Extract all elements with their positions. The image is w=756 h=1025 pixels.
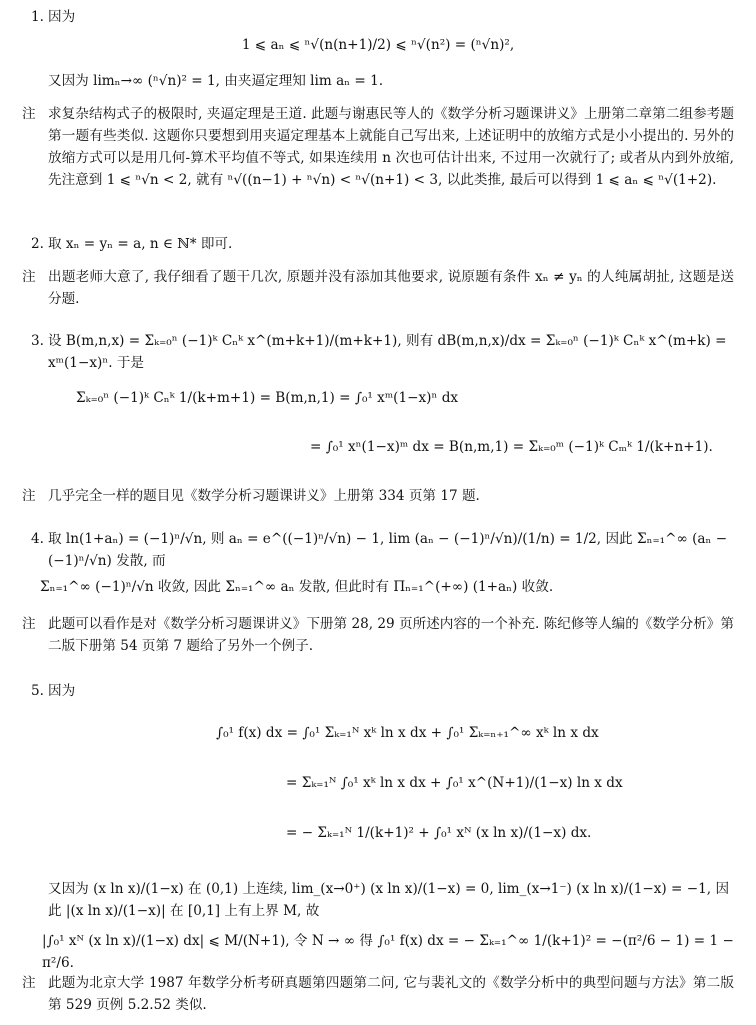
solution-text: 又因为 (x ln x)/(1−x) 在 (0,1) 上连续, lim_(x→0⁺) (x ln x)/(1−x) = 0, lim_(x→1⁻) (x ln x)/(1−x) = −1, 因此 |(x ln x)/(1−x)| 在 [0,1] 上有上界 M, 故 <box>48 881 730 920</box>
note-label: 注 <box>22 975 36 991</box>
note-text: 此题可以看作是对《数学分析习题课讲义》下册第 28, 29 页所述内容的一个补充. 陈纪修等人编的《数学分析》第二版下册第 54 页第 7 题给了另外一个例子. <box>48 616 734 655</box>
solution-text: 又因为 limₙ→∞ (ⁿ√n)² = 1, 由夹逼定理知 lim aₙ = 1. <box>48 73 384 89</box>
note-text: 几乎完全一样的题目见《数学分析习题课讲义》上册第 334 页第 17 题. <box>48 488 480 504</box>
solution-5-line2 <box>22 930 734 974</box>
problem-number: 1. <box>31 9 44 25</box>
note-text: 此题为北京大学 1987 年数学分析考研真题第四题第二问, 它与裴礼文的《数学分析中的典型问题与方法》第二版第 529 页例 5.2.52 类似. <box>48 975 734 1014</box>
problem-number: 4. <box>31 531 44 547</box>
equation-3b: = ∫₀¹ xⁿ(1−x)ᵐ dx = B(n,m,1) = Σₖ₌₀ᵐ (−1)ᵏ Cₘᵏ 1/(k+n+1). <box>310 439 713 455</box>
problem-number: 2. <box>31 236 44 252</box>
solution-1 <box>22 6 734 28</box>
solution-intro: 因为 <box>48 9 76 25</box>
problem-number: 5. <box>31 683 44 699</box>
note-4 <box>22 613 734 657</box>
solution-4 <box>22 528 734 572</box>
note-text: 出题老师大意了, 我仔细看了题干几次, 原题并没有添加其他要求, 说原题有条件 xₙ ≠ yₙ 的人纯属胡扯, 这题是送分题. <box>48 269 734 308</box>
solution-2 <box>22 233 734 255</box>
equation-5c: = − Σₖ₌₁ᴺ 1/(k+1)² + ∫₀¹ xᴺ (x ln x)/(1−x) dx. <box>286 825 592 841</box>
solution-4-line2 <box>22 576 734 598</box>
note-label: 注 <box>22 269 36 285</box>
note-label: 注 <box>22 488 36 504</box>
note-5 <box>22 972 734 1016</box>
equation-3a: Σₖ₌₀ⁿ (−1)ᵏ Cₙᵏ 1/(k+m+1) = B(m,n,1) = ∫₀¹ xᵐ(1−x)ⁿ dx <box>76 390 459 406</box>
problem-number: 3. <box>31 333 44 349</box>
solution-5 <box>22 680 734 702</box>
note-3 <box>22 485 734 507</box>
solution-5-line1 <box>22 878 734 922</box>
note-text: 求复杂结构式子的极限时, 夹逼定理是王道. 此题与谢惠民等人的《数学分析习题课讲义》上册第二章第二组参考题第一题有些类似. 这题你只要想到用夹逼定理基本上就能自己写出来, 上述证明中的放缩方式是小小提出的. 另外的放缩方式可以是用几何-算术平均值不等式, 如果连续用 n 次也可估计出来, 不过用一次就行了; 或者从内到外放缩, 先注意到 1 ⩽ ⁿ√n < 2, 就有 ⁿ√((n−1) + ⁿ√n) < ⁿ√(n+1) < 3, 以此类推, 最后可以得到 1 ⩽ aₙ ⩽ ⁿ√(1+2). <box>48 106 734 189</box>
solution-3 <box>22 330 734 374</box>
solution-text: 取 xₙ = yₙ = a, n ∈ ℕ* 即可. <box>48 236 233 252</box>
solution-text: 设 B(m,n,x) = Σₖ₌₀ⁿ (−1)ᵏ Cₙᵏ x^(m+k+1)/(m+k+1), 则有 dB(m,n,x)/dx = Σₖ₌₀ⁿ (−1)ᵏ Cₙᵏ x^(m+k) = xᵐ(1−x)ⁿ. 于是 <box>48 333 727 372</box>
note-label: 注 <box>22 616 36 632</box>
note-2 <box>22 266 734 310</box>
solution-text: 取 ln(1+aₙ) = (−1)ⁿ/√n, 则 aₙ = e^((−1)ⁿ/√n) − 1, lim (aₙ − (−1)ⁿ/√n)/(1/n) = 1/2, 因此 Σₙ₌₁^∞ (aₙ − (−1)ⁿ/√n) 发散, 而 <box>48 531 728 570</box>
solution-text: |∫₀¹ xᴺ (x ln x)/(1−x) dx| ⩽ M/(N+1), 令 N → ∞ 得 ∫₀¹ f(x) dx = − Σₖ₌₁^∞ 1/(k+1)² = −(π²/6 − 1) = 1 − π²/6. <box>42 933 734 972</box>
solution-text: Σₙ₌₁^∞ (−1)ⁿ/√n 收敛, 因此 Σₙ₌₁^∞ aₙ 发散, 但此时有 Πₙ₌₁^(+∞) (1+aₙ) 收敛. <box>40 579 554 595</box>
equation-5a: ∫₀¹ f(x) dx = ∫₀¹ Σₖ₌₁ᴺ xᵏ ln x dx + ∫₀¹ Σₖ₌ₙ₊₁^∞ xᵏ ln x dx <box>216 725 599 741</box>
equation-5b: = Σₖ₌₁ᴺ ∫₀¹ xᵏ ln x dx + ∫₀¹ x^(N+1)/(1−x) ln x dx <box>286 775 623 791</box>
solution-intro: 因为 <box>48 683 76 699</box>
equation-1: 1 ⩽ aₙ ⩽ ⁿ√(n(n+1)/2) ⩽ ⁿ√(n²) = (ⁿ√n)², <box>241 37 515 53</box>
note-label: 注 <box>22 106 36 122</box>
solution-1-line2 <box>22 70 734 92</box>
note-1 <box>22 103 734 191</box>
